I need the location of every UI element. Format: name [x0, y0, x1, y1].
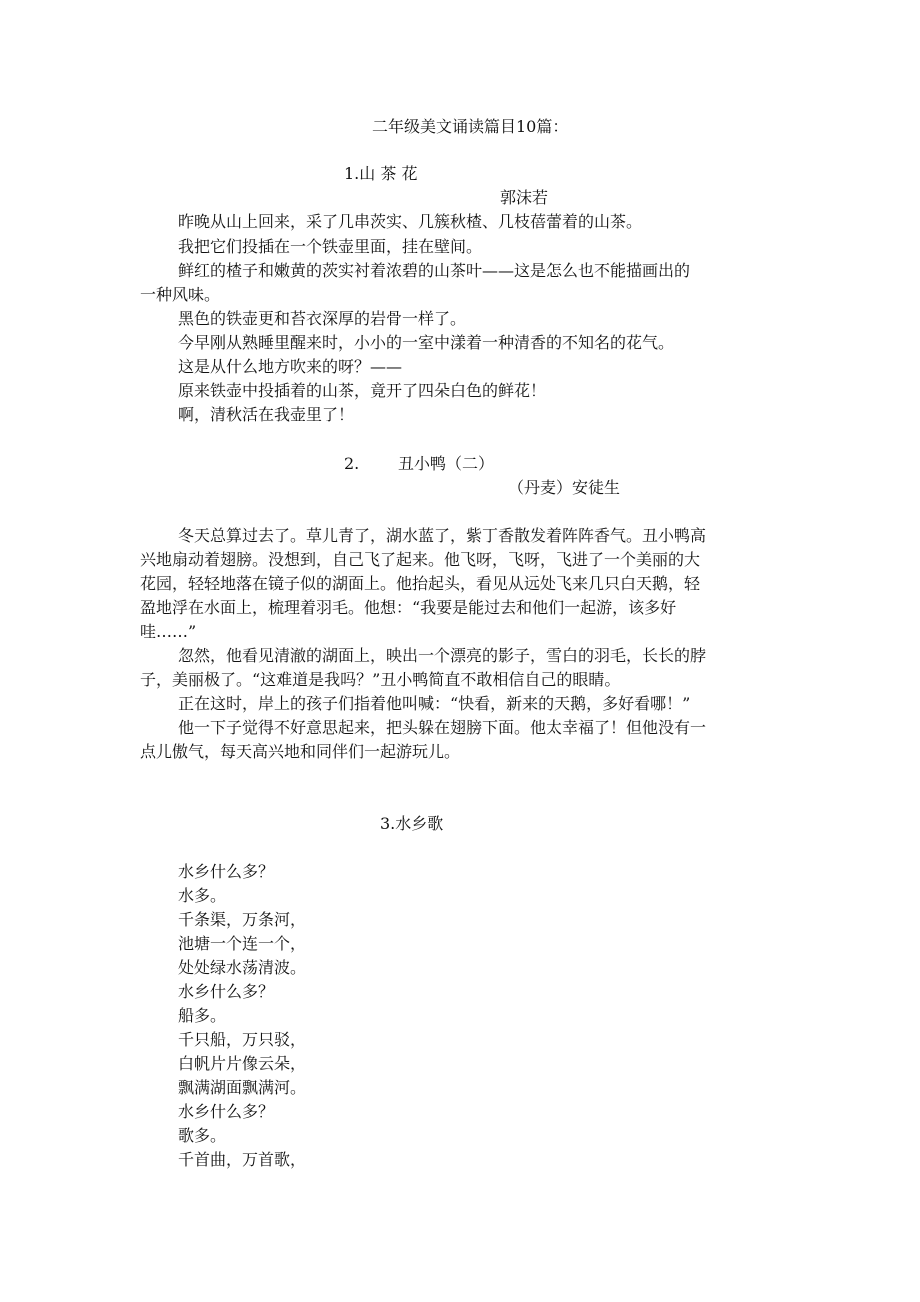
section-2-line: 花园，轻轻地落在镜子似的湖面上。他抬起头，看见从远处飞来几只白天鹅，轻: [140, 574, 701, 593]
section-2-line: 点儿傲气，每天高兴地和同伴们一起游玩儿。: [140, 742, 461, 761]
section-3-line: 水多。: [178, 886, 227, 905]
section-3-line: 白帆片片像云朵，: [178, 1054, 307, 1073]
section-1-line: 昨晚从山上回来，采了几串茨实、几簇秋楂、几枝蓓蕾着的山茶。: [178, 212, 643, 231]
section-3-line: 千条渠，万条河，: [178, 910, 307, 929]
section-3-line: 池塘一个连一个，: [178, 934, 307, 953]
section-3-line: 船多。: [178, 1006, 227, 1025]
section-3-line: 千只船，万只驳，: [178, 1030, 307, 1049]
section-1-line: 一种风味。: [140, 285, 221, 304]
section-2-line: 兴地扇动着翅膀。没想到，自己飞了起来。他飞呀，飞呀，飞进了一个美丽的大: [140, 550, 701, 569]
section-3-title: 3.水乡歌: [380, 814, 444, 833]
section-1-line: 原来铁壶中投插着的山茶，竟开了四朵白色的鲜花！: [178, 381, 547, 400]
section-2-line: 哇……”: [140, 622, 197, 641]
section-1-author: 郭沫若: [500, 188, 549, 207]
section-1-line: 我把它们投插在一个铁壶里面，挂在壁间。: [178, 237, 483, 256]
section-2-author: （丹麦）安徒生: [508, 478, 621, 497]
section-3-line: 处处绿水荡清波。: [178, 958, 307, 977]
section-1-line: 这是从什么地方吹来的呀？——: [178, 357, 403, 376]
section-2-line: 子，美丽极了。“这难道是我吗？”丑小鸭简直不敢相信自己的眼睛。: [140, 670, 621, 689]
section-1-title: 1.山 茶 花: [344, 164, 418, 183]
section-2-line: 盈地浮在水面上，梳理着羽毛。他想：“我要是能过去和他们一起游，该多好: [140, 598, 677, 617]
section-2-line: 他一下子觉得不好意思起来，把头躲在翅膀下面。他太幸福了！但他没有一: [178, 718, 707, 737]
section-3-line: 水乡什么多？: [178, 1102, 275, 1121]
section-2-title: 丑小鸭（二）: [398, 454, 495, 473]
section-2-number: 2.: [344, 454, 360, 473]
section-3-line: 千首曲，万首歌，: [178, 1150, 307, 1169]
section-3-line: 飘满湖面飘满河。: [178, 1078, 307, 1097]
section-1-line: 黑色的铁壶更和苔衣深厚的岩骨一样了。: [178, 309, 467, 328]
section-3-line: 歌多。: [178, 1126, 227, 1145]
section-1-line: 今早刚从熟睡里醒来时，小小的一室中漾着一种清香的不知名的花气。: [178, 333, 675, 352]
section-1-line: 鲜红的楂子和嫩黄的茨实衬着浓碧的山茶叶——这是怎么也不能描画出的: [178, 261, 691, 280]
section-2-line: 正在这时，岸上的孩子们指着他叫喊：“快看，新来的天鹅，多好看哪！”: [178, 694, 691, 713]
document-title: 二年级美文诵读篇目10篇：: [372, 117, 569, 136]
section-2-line: 冬天总算过去了。草儿青了，湖水蓝了，紫丁香散发着阵阵香气。丑小鸭高: [178, 526, 707, 545]
section-2-line: 忽然，他看见清澈的湖面上，映出一个漂亮的影子，雪白的羽毛，长长的脖: [178, 646, 707, 665]
section-3-line: 水乡什么多？: [178, 982, 275, 1001]
section-1-line: 啊，清秋活在我壶里了！: [178, 405, 355, 424]
section-3-line: 水乡什么多？: [178, 862, 275, 881]
